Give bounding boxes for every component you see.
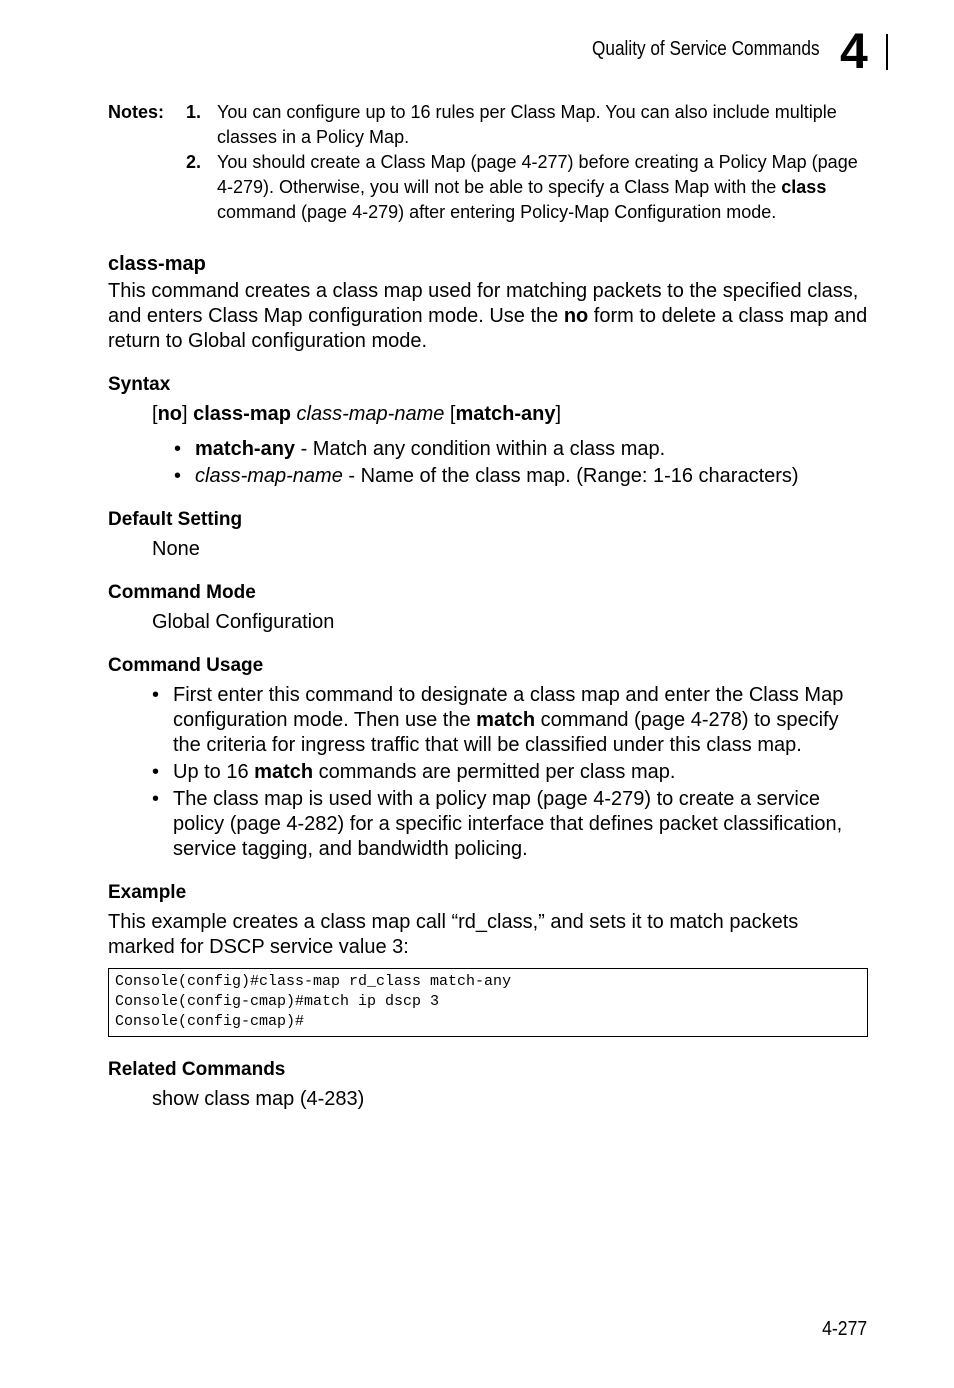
running-header: Quality of Service Commands — [592, 38, 820, 60]
default-setting-heading: Default Setting — [108, 509, 243, 530]
bullet: • — [152, 761, 160, 783]
notes-label: Notes: — [108, 102, 165, 122]
bullet: • — [174, 465, 182, 487]
command-description: This command creates a class map used for matching packets to the specified class, and enters Class Map configuration mode. Use the no form to delete a class map and return to Global configuration mode. — [108, 280, 868, 352]
note-item — [108, 150, 868, 225]
syntax-line: [no] class-map class-map-name [match-any] — [152, 403, 562, 425]
page-content — [108, 100, 868, 1112]
chapter-rule — [886, 34, 888, 70]
example-heading: Example — [108, 882, 187, 903]
command-title: class-map — [108, 253, 206, 275]
related-commands-heading: Related Commands — [108, 1059, 286, 1080]
note-text: You can configure up to 16 rules per Class Map. You can also include multiple classes in a Policy Map. — [217, 102, 837, 147]
command-usage-list — [108, 683, 868, 862]
example-description: This example creates a class map call “rd_class,” and sets it to match packets marked for DSCP service value 3: — [108, 911, 799, 958]
bullet: • — [174, 438, 182, 460]
command-usage-heading: Command Usage — [108, 655, 264, 676]
note-text: You should create a Class Map (page 4-277) before creating a Policy Map (page 4-279). Otherwise, you will not be able to specify a Class Map with the — [217, 152, 858, 197]
list-item: • First enter this command to designate a class map and enter the Class Map configuration mode. Then use the match command (page 4-278) to specify the criteria for ingress traffic that will be classified under this class map. — [152, 684, 844, 756]
syntax-param-list — [108, 437, 868, 489]
note-number: 1. — [186, 102, 202, 122]
page-number: 4-277 — [821, 1318, 867, 1340]
note-number: 2. — [186, 152, 202, 172]
list-item: • match-any - Match any condition within a class map. — [174, 438, 666, 460]
list-item: • class-map-name - Name of the class map. (Range: 1-16 characters) — [174, 465, 799, 487]
note-bold-term: class — [781, 177, 827, 197]
command-mode-value: Global Configuration — [152, 611, 335, 633]
bullet: • — [152, 788, 160, 810]
bullet: • — [152, 684, 160, 706]
default-setting-value: None — [152, 538, 200, 560]
list-item: • Up to 16 match commands are permitted per class map. — [152, 761, 676, 783]
note-text: command (page 4-279) after entering Policy-Map Configuration mode. — [217, 202, 777, 222]
related-commands-value: show class map (4-283) — [152, 1088, 365, 1110]
command-mode-heading: Command Mode — [108, 582, 256, 603]
notes-block — [108, 100, 868, 225]
syntax-heading: Syntax — [108, 374, 171, 395]
list-item: • The class map is used with a policy map (page 4-279) to create a service policy (page 4-282) for a specific interface that defines packet classification, service tagging, and bandwidth policing. — [152, 788, 843, 860]
chapter-number: 4 — [840, 23, 868, 79]
code-example: Console(config)#class-map rd_class match-any Console(config-cmap)#match ip dscp 3 Console(config-cmap)# — [108, 968, 868, 1037]
note-item — [108, 100, 868, 150]
